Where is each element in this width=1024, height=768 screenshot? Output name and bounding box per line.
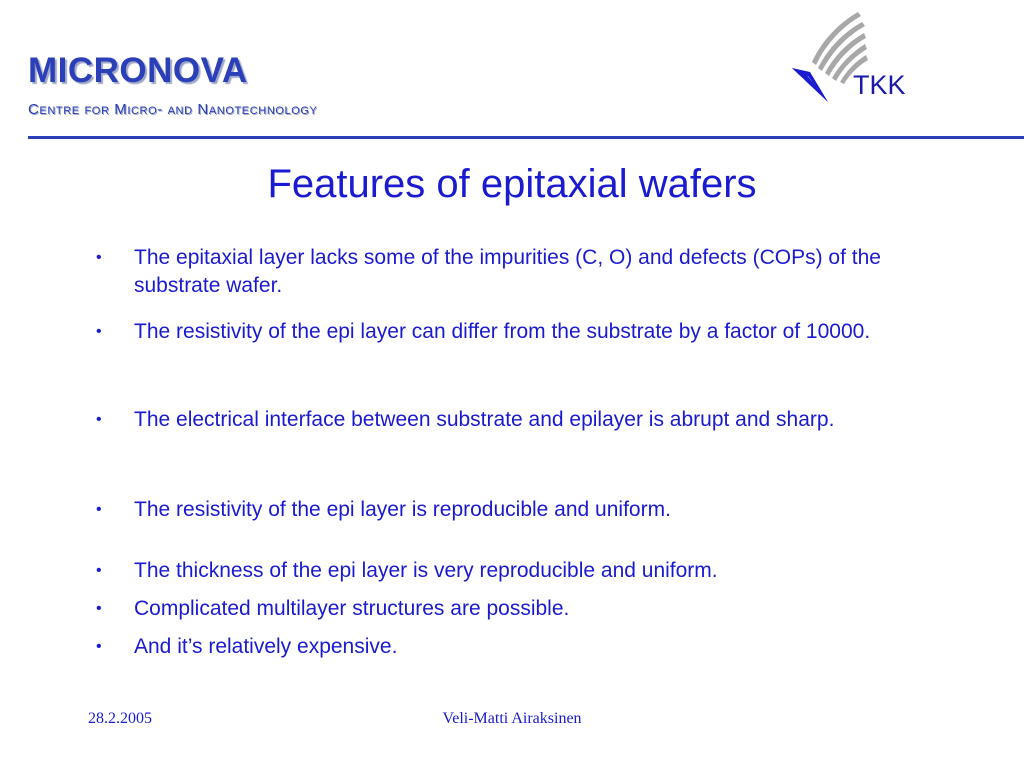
bullet-marker: • [96,501,102,518]
org-abbreviation: TKK [853,70,906,100]
footer-author: Veli-Matti Airaksinen [442,710,582,727]
bullet-marker: • [96,411,102,428]
bullet-item [96,406,936,434]
bullet-item [96,633,936,661]
bullet-marker: • [96,323,102,340]
bullet-item [96,557,936,585]
slide-title: Features of epitaxial wafers [267,162,757,206]
bullet-marker: • [96,562,102,579]
bullet-text: The resistivity of the epi layer is reproducible and uniform. [134,498,671,521]
bullet-item [96,318,936,346]
footer-date: 28.2.2005 [88,710,152,727]
bullet-marker: • [96,638,102,655]
bullet-marker: • [96,249,102,266]
bullet-text: The thickness of the epi layer is very reproducible and uniform. [134,559,718,582]
bullet-text: Complicated multilayer structures are possible. [134,597,570,620]
bullet-text: And it’s relatively expensive. [134,635,398,658]
bullet-marker: • [96,600,102,617]
bullet-item [96,244,936,300]
bullet-text: The electrical interface between substrate and epilayer is abrupt and sharp. [134,408,835,431]
bullet-item [96,595,936,623]
bullet-text: The epitaxial layer lacks some of the impurities (C, O) and defects (COPs) of the substrate wafer. [134,246,881,297]
brand-tagline: Centre for Micro- and Nanotechnology [28,101,318,118]
bullet-item [96,496,936,524]
brand-name: MICRONOVA [28,51,248,90]
bullet-text: The resistivity of the epi layer can differ from the substrate by a factor of 10000. [134,320,871,343]
